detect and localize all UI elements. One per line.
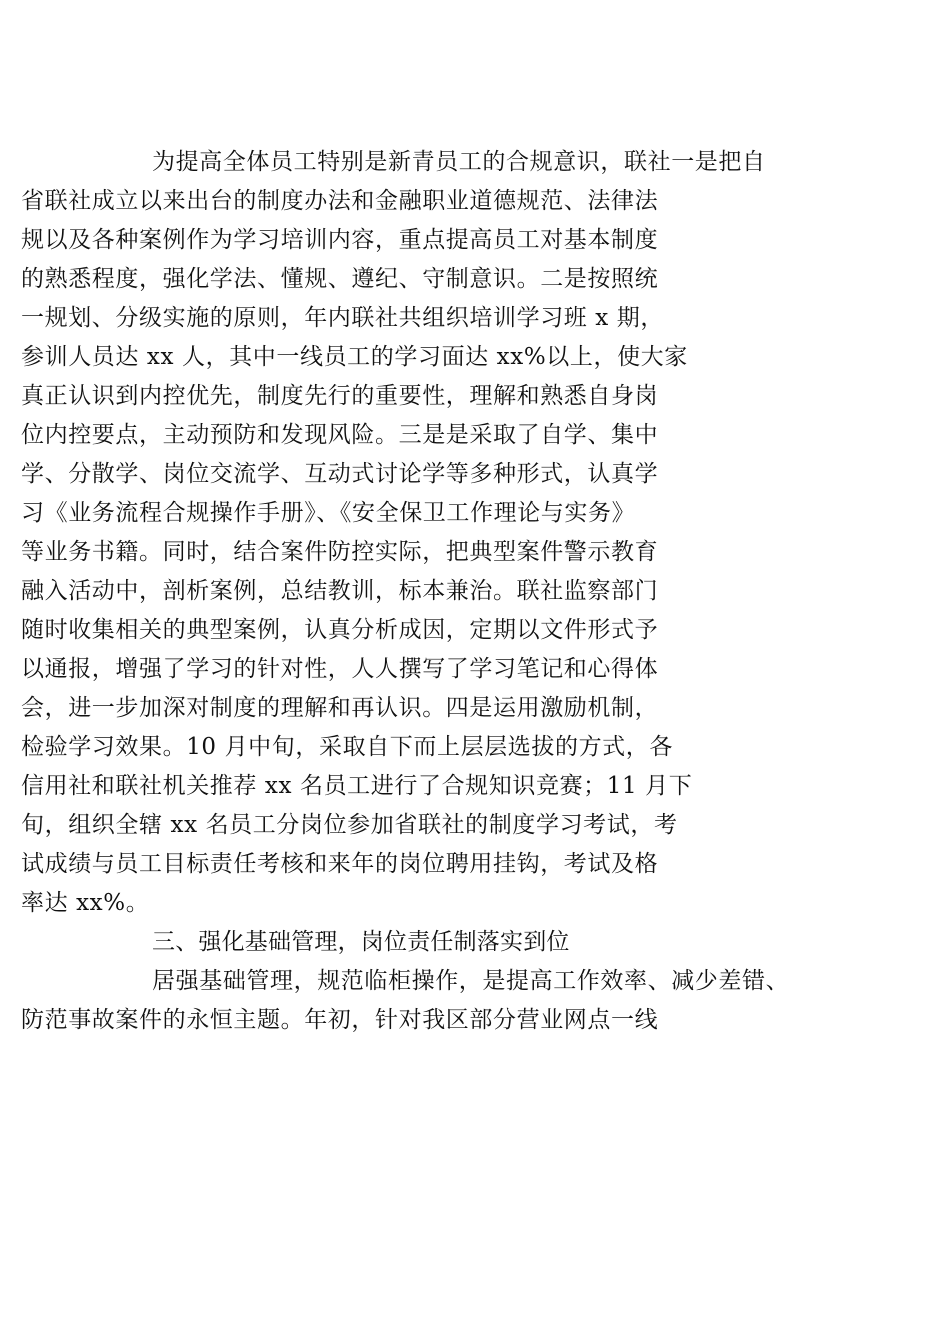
paragraph-line: 为提高全体员工特别是新青员工的合规意识，联社一是把自 (152, 149, 766, 175)
paragraph-line: 居强基础管理，规范临柜操作，是提高工作效率、减少差错、 (152, 968, 790, 994)
paragraph-line: 旬，组织全辖 xx 名员工分岗位参加省联社的制度学习考试，考 (21, 812, 678, 838)
paragraph-line: 随时收集相关的典型案例，认真分析成因，定期以文件形式予 (21, 617, 659, 643)
paragraph-line: 学、分散学、岗位交流学、互动式讨论学等多种形式，认真学 (21, 461, 659, 487)
paragraph-line: 信用社和联社机关推荐 xx 名员工进行了合规知识竞赛；11 月下 (21, 773, 693, 799)
paragraph-line: 以通报，增强了学习的针对性，人人撰写了学习笔记和心得体 (21, 656, 659, 682)
paragraph-line: 习《业务流程合规操作手册》、《安全保卫工作理论与实务》 (21, 500, 636, 526)
paragraph-line: 的熟悉程度，强化学法、懂规、遵纪、守制意识。二是按照统 (21, 266, 659, 292)
paragraph-line: 试成绩与员工目标责任考核和来年的岗位聘用挂钩，考试及格 (21, 851, 659, 877)
paragraph-line: 省联社成立以来出台的制度办法和金融职业道德规范、法律法 (21, 188, 659, 214)
paragraph-line: 位内控要点，主动预防和发现风险。三是是采取了自学、集中 (21, 422, 659, 448)
paragraph-line: 真正认识到内控优先，制度先行的重要性，理解和熟悉自身岗 (21, 383, 659, 409)
paragraph-line: 会，进一步加深对制度的理解和再认识。四是运用激励机制， (21, 695, 659, 721)
paragraph-line: 一规划、分级实施的原则，年内联社共组织培训学习班 x 期， (21, 305, 664, 331)
section-heading: 三、强化基础管理，岗位责任制落实到位 (152, 929, 570, 955)
paragraph-line: 融入活动中，剖析案例，总结教训，标本兼治。联社监察部门 (21, 578, 659, 604)
paragraph-line: 检验学习效果。10 月中旬，采取自下而上层层选拔的方式，各 (21, 734, 673, 760)
paragraph-line: 等业务书籍。同时，结合案件防控实际，把典型案件警示教育 (21, 539, 659, 565)
document-body (21, 143, 838, 1040)
paragraph-line: 防范事故案件的永恒主题。年初，针对我区部分营业网点一线 (21, 1007, 659, 1033)
paragraph-line: 规以及各种案例作为学习培训内容，重点提高员工对基本制度 (21, 227, 659, 253)
paragraph-line: 率达 xx%。 (21, 890, 150, 916)
paragraph-line: 参训人员达 xx 人，其中一线员工的学习面达 xx%以上，使大家 (21, 344, 688, 370)
